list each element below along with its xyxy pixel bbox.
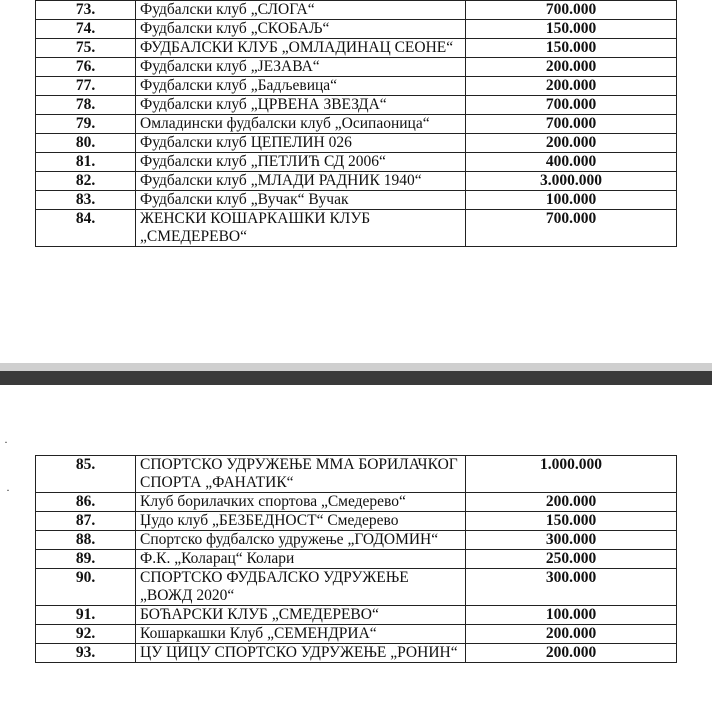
page-separator (0, 363, 712, 385)
amount-value: 200.000 (466, 625, 677, 644)
table-row (36, 550, 677, 569)
club-name: Клуб борилачких спортова „Смедерево“ (136, 493, 466, 512)
amount-value: 150.000 (466, 512, 677, 531)
amount-value: 1.000.000 (466, 456, 677, 493)
table-row (36, 531, 677, 550)
amount-value: 250.000 (466, 550, 677, 569)
scan-mark: · (4, 435, 8, 449)
club-name: Фудбалски клуб „МЛАДИ РАДНИК 1940“ (136, 172, 466, 191)
club-name: Џудо клуб „БЕЗБЕДНОСТ“ Смедерево (136, 512, 466, 531)
amount-value: 300.000 (466, 531, 677, 550)
row-number: 80. (36, 134, 136, 153)
table-row (36, 115, 677, 134)
club-name: Омладински фудбалски клуб „Осипаоница“ (136, 115, 466, 134)
document-page-bottom (0, 385, 712, 720)
table-row (36, 512, 677, 531)
amount-value: 700.000 (466, 96, 677, 115)
row-number: 76. (36, 58, 136, 77)
amount-value: 200.000 (466, 77, 677, 96)
row-number: 93. (36, 644, 136, 663)
club-name: Фудбалски клуб „Вучак“ Вучак (136, 191, 466, 210)
amount-value: 200.000 (466, 493, 677, 512)
club-name: Фудбалски клуб „СКОБАЉ“ (136, 20, 466, 39)
table-row (36, 625, 677, 644)
row-number: 79. (36, 115, 136, 134)
amount-value: 400.000 (466, 153, 677, 172)
table-row (36, 153, 677, 172)
club-name: Спортско фудбалско удружење „ГОДОМИН“ (136, 531, 466, 550)
club-name: БОЋАРСКИ КЛУБ „СМЕДЕРЕВО“ (136, 606, 466, 625)
row-number: 83. (36, 191, 136, 210)
row-number: 84. (36, 210, 136, 247)
row-number: 85. (36, 456, 136, 493)
amount-value: 150.000 (466, 39, 677, 58)
row-number: 91. (36, 606, 136, 625)
club-name: Фудбалски клуб „ЦРВЕНА ЗВЕЗДА“ (136, 96, 466, 115)
amount-value: 100.000 (466, 191, 677, 210)
club-name: Фудбалски клуб „ЈЕЗАВА“ (136, 58, 466, 77)
row-number: 89. (36, 550, 136, 569)
row-number: 90. (36, 569, 136, 606)
table-row (36, 569, 677, 606)
row-number: 87. (36, 512, 136, 531)
club-name: Ф.К. „Коларац“ Колари (136, 550, 466, 569)
club-name: Кошаркашки Клуб „СЕМЕНДРИА“ (136, 625, 466, 644)
table-row (36, 134, 677, 153)
club-name: СПОРТСКО УДРУЖЕЊЕ ММА БОРИЛАЧКОГ СПОРТА „ФАНАТИК“ (136, 456, 466, 493)
table-row (36, 1, 677, 20)
amount-value: 700.000 (466, 1, 677, 20)
club-name: ФУДБАЛСКИ КЛУБ „ОМЛАДИНАЦ СЕОНЕ“ (136, 39, 466, 58)
club-name: СПОРТСКО ФУДБАЛСКО УДРУЖЕЊЕ „ВОЖД 2020“ (136, 569, 466, 606)
row-number: 75. (36, 39, 136, 58)
row-number: 92. (36, 625, 136, 644)
table-row (36, 191, 677, 210)
table-row (36, 20, 677, 39)
table-row (36, 210, 677, 247)
amount-value: 150.000 (466, 20, 677, 39)
row-number: 78. (36, 96, 136, 115)
amount-value: 3.000.000 (466, 172, 677, 191)
table-row (36, 606, 677, 625)
amount-value: 200.000 (466, 58, 677, 77)
table-row (36, 493, 677, 512)
row-number: 86. (36, 493, 136, 512)
row-number: 73. (36, 1, 136, 20)
table-row (36, 96, 677, 115)
table-row (36, 77, 677, 96)
club-name: Фудбалски клуб ЦЕПЕЛИН 026 (136, 134, 466, 153)
row-number: 77. (36, 77, 136, 96)
amount-value: 300.000 (466, 569, 677, 606)
club-name: Фудбалски клуб „ПЕТЛИЋ СД 2006“ (136, 153, 466, 172)
table-row (36, 172, 677, 191)
club-name: ЖЕНСКИ КОШАРКАШКИ КЛУБ „СМЕДЕРЕВО“ (136, 210, 466, 247)
table-row (36, 644, 677, 663)
table-row (36, 39, 677, 58)
allocation-table-bottom (35, 455, 677, 663)
allocation-table-top (35, 0, 677, 247)
amount-value: 100.000 (466, 606, 677, 625)
club-name: ЦУ ЦИЦУ СПОРТСКО УДРУЖЕЊЕ „РОНИН“ (136, 644, 466, 663)
row-number: 88. (36, 531, 136, 550)
club-name: Фудбалски клуб „Бадљевица“ (136, 77, 466, 96)
row-number: 81. (36, 153, 136, 172)
row-number: 82. (36, 172, 136, 191)
club-name: Фудбалски клуб „СЛОГА“ (136, 1, 466, 20)
table-row (36, 456, 677, 493)
amount-value: 700.000 (466, 115, 677, 134)
amount-value: 200.000 (466, 644, 677, 663)
table-row (36, 58, 677, 77)
scan-mark: · (6, 483, 10, 497)
row-number: 74. (36, 20, 136, 39)
amount-value: 700.000 (466, 210, 677, 247)
amount-value: 200.000 (466, 134, 677, 153)
